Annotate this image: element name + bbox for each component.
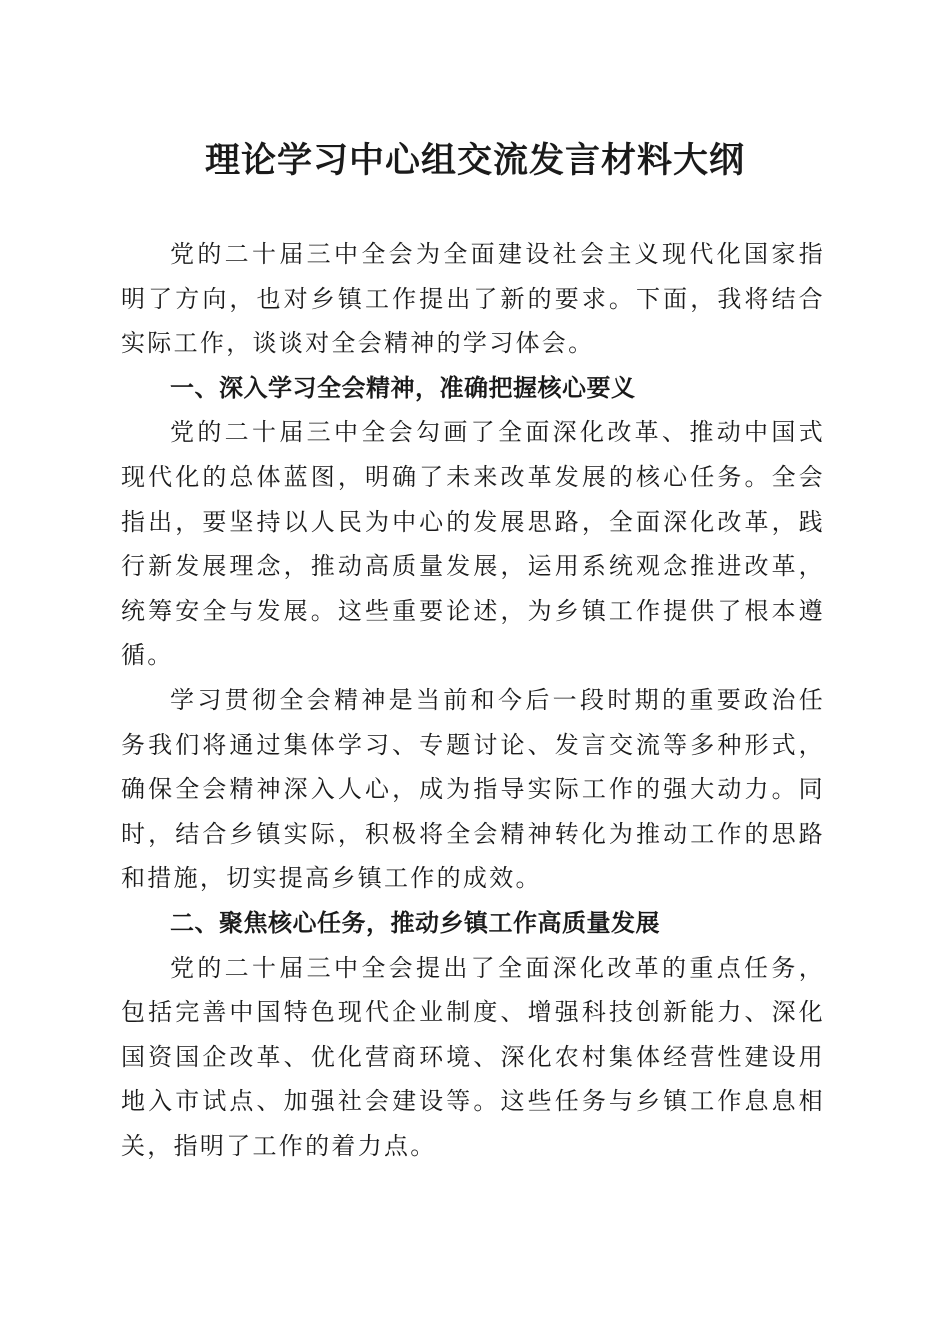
document-body [121, 232, 825, 1168]
section-heading-1: 一、深入学习全会精神，准确把握核心要义 [170, 373, 636, 402]
section-2-paragraph-1: 党的二十届三中全会提出了全面深化改革的重点任务，包括完善中国特色现代企业制度、增强科技创新能力、深化国资国企改革、优化营商环境、深化农村集体经营性建设用地入市试点、加强社会建设等。这些任务与乡镇工作息息相关，指明了工作的着力点。 [121, 953, 825, 1160]
document-title: 理论学习中心组交流发言材料大纲 [204, 140, 745, 181]
section-1-paragraph-2: 学习贯彻全会精神是当前和今后一段时期的重要政治任务我们将通过集体学习、专题讨论、发言交流等多种形式，确保全会精神深入人心，成为指导实际工作的强大动力。同时，结合乡镇实际，积极将全会精神转化为推动工作的思路和措施，切实提高乡镇工作的成效。 [121, 685, 825, 893]
section-heading-2: 二、聚焦核心任务，推动乡镇工作高质量发展 [170, 908, 660, 937]
section-1-paragraph-1: 党的二十届三中全会勾画了全面深化改革、推动中国式现代化的总体蓝图，明确了未来改革发展的核心任务。全会指出，要坚持以人民为中心的发展思路，全面深化改革，践行新发展理念，推动高质量发展，运用系统观念推进改革，统筹安全与发展。这些重要论述，为乡镇工作提供了根本遵循。 [121, 418, 825, 670]
intro-paragraph: 党的二十届三中全会为全面建设社会主义现代化国家指明了方向，也对乡镇工作提出了新的要求。下面，我将结合实际工作，谈谈对全会精神的学习体会。 [121, 240, 825, 358]
